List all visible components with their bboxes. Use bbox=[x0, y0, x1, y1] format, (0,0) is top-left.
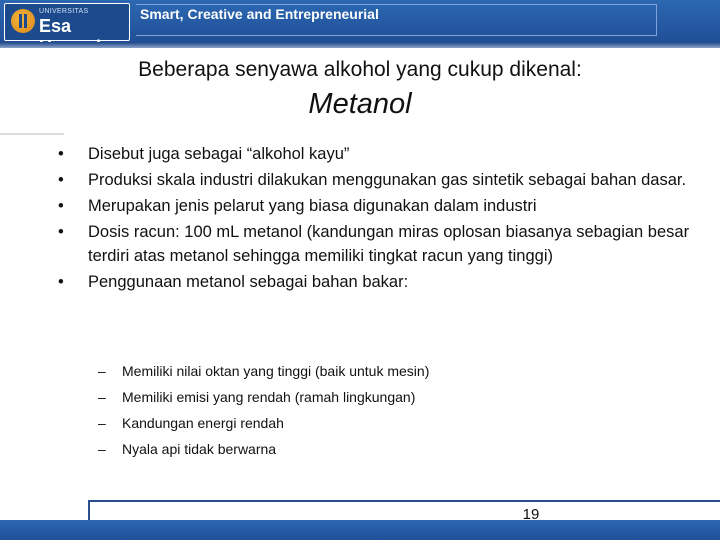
list-item bbox=[58, 194, 698, 218]
bullet-text: Merupakan jenis pelarut yang biasa digunakan dalam industri bbox=[88, 197, 537, 215]
footer-frame bbox=[88, 500, 720, 522]
list-item bbox=[58, 168, 698, 192]
list-item bbox=[98, 358, 658, 384]
logo-emblem-icon bbox=[11, 9, 35, 33]
logo-small-text: UNIVERSITAS bbox=[39, 8, 89, 15]
sub-bullet-text: Nyala api tidak berwarna bbox=[122, 441, 277, 457]
bullet-text: Dosis racun: 100 mL metanol (kandungan miras oplosan biasanya sebagian besar terdiri atas metanol sehingga memiliki tingkat racun yang tinggi) bbox=[88, 223, 690, 265]
bullet-text: Penggunaan metanol sebagai bahan bakar: bbox=[88, 273, 409, 291]
sub-bullet-text: Memiliki nilai oktan yang tinggi (baik untuk mesin) bbox=[122, 363, 430, 379]
decorative-rule bbox=[0, 133, 64, 135]
list-item bbox=[98, 384, 658, 410]
list-item bbox=[98, 410, 658, 436]
bullet-text: Produksi skala industri dilakukan menggunakan gas sintetik sebagai bahan dasar. bbox=[88, 171, 687, 189]
list-item bbox=[58, 220, 698, 268]
sub-bullet-text: Memiliki emisi yang rendah (ramah lingkungan) bbox=[122, 389, 416, 405]
bullet-icon: • bbox=[58, 171, 64, 189]
list-item bbox=[98, 436, 658, 462]
slide-subtitle: Beberapa senyawa alkohol yang cukup dikenal: bbox=[138, 58, 582, 81]
university-logo bbox=[4, 3, 130, 41]
dash-icon: – bbox=[98, 363, 106, 379]
list-item bbox=[58, 270, 698, 294]
dash-icon: – bbox=[98, 415, 106, 431]
page-number: 19 bbox=[522, 506, 540, 523]
slide-title: Metanol bbox=[308, 88, 412, 120]
sub-bullet-list bbox=[98, 358, 658, 462]
tagline: Smart, Creative and Entrepreneurial bbox=[140, 6, 379, 22]
sub-bullet-text: Kandungan energi rendah bbox=[122, 415, 284, 431]
header-divider bbox=[0, 42, 720, 48]
bullet-list bbox=[58, 142, 698, 296]
logo-name: Esa bbox=[39, 16, 72, 36]
bullet-icon: • bbox=[58, 197, 64, 215]
header-band bbox=[0, 0, 720, 42]
bullet-text: Disebut juga sebagai “alkohol kayu” bbox=[88, 145, 350, 163]
bullet-icon: • bbox=[58, 273, 64, 291]
dash-icon: – bbox=[98, 441, 106, 457]
bullet-icon: • bbox=[58, 223, 64, 241]
footer-bar bbox=[0, 520, 720, 540]
dash-icon: – bbox=[98, 389, 106, 405]
list-item bbox=[58, 142, 698, 166]
bullet-icon: • bbox=[58, 145, 64, 163]
